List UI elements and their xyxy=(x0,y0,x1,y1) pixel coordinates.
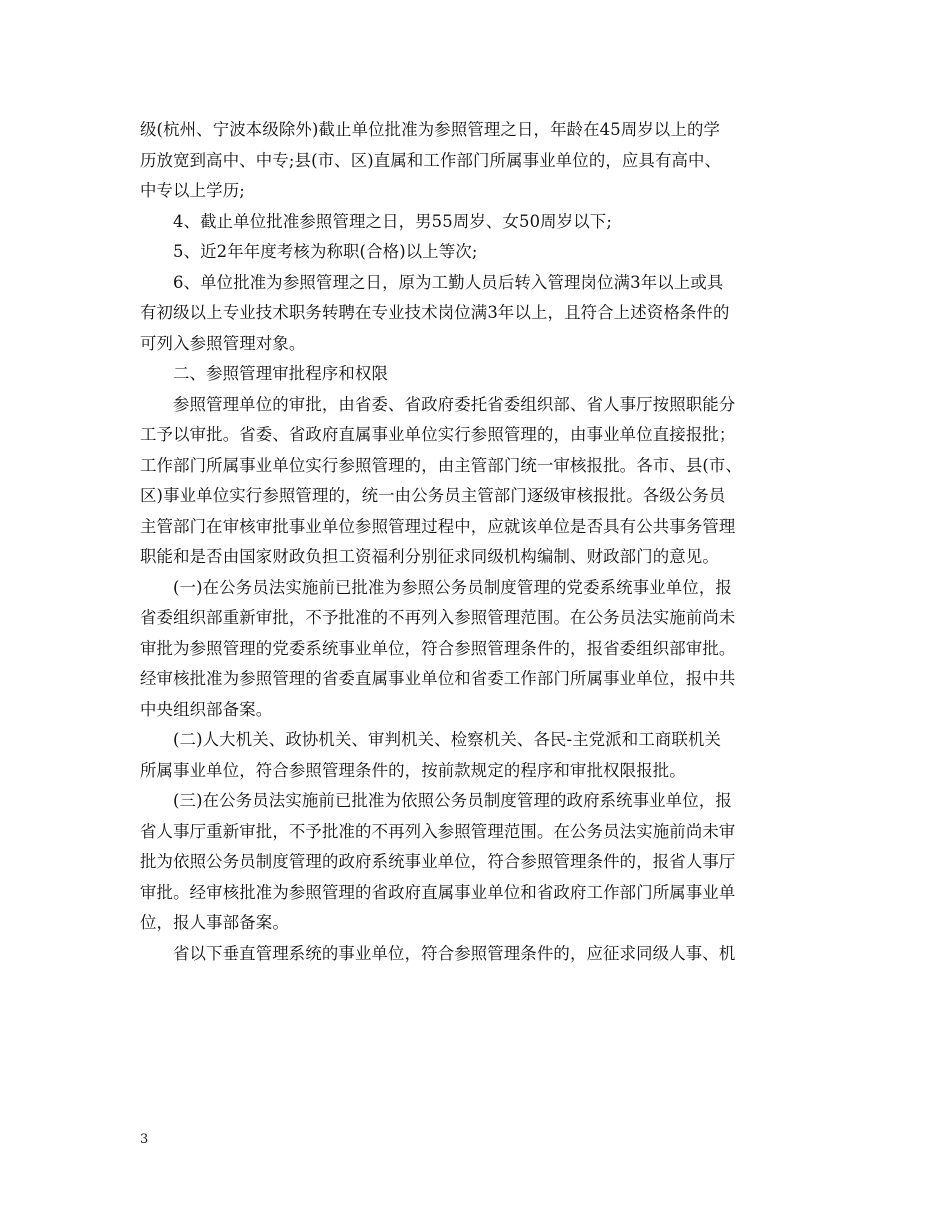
text-line: 审批为参照管理的党委系统事业单位，符合参照管理条件的，报省委组织部审批。 xyxy=(140,638,736,658)
text-line: 位，报人事部备案。 xyxy=(140,913,289,932)
text-line: (一)在公务员法实施前已批准为参照公务员制度管理的党委系统事业单位，报 xyxy=(173,577,732,597)
section-heading: 二、参照管理审批程序和权限 xyxy=(173,364,389,383)
text-line: 级(杭州、宁波本级除外)截止单位批准为参照管理之日，年龄在45周岁以上的学 xyxy=(140,120,721,139)
text-line: (三)在公务员法实施前已批准为依照公务员制度管理的政府系统事业单位，报 xyxy=(173,791,732,810)
text-line: 批为依照公务员制度管理的政府系统事业单位，符合参照管理条件的，报省人事厅 xyxy=(140,852,736,871)
text-line: 有初级以上专业技术职务转聘在专业技术岗位满3年以上，且符合上述资格条件的 xyxy=(140,303,730,322)
text-line: 所属事业单位，符合参照管理条件的，按前款规定的程序和审批权限报批。 xyxy=(140,760,686,780)
document-body xyxy=(140,115,820,969)
text-line: 6、单位批准为参照管理之日，原为工勤人员后转入管理岗位满3年以上或具 xyxy=(173,272,724,292)
text-line: 审批。经审核批准为参照管理的省政府直属事业单位和省政府工作部门所属事业单 xyxy=(140,882,736,902)
text-line: 主管部门在审核审批事业单位参照管理过程中，应就该单位是否具有公共事务管理 xyxy=(140,516,736,536)
text-line: 区)事业单位实行参照管理的，统一由公务员主管部门逐级审核报批。各级公务员 xyxy=(140,486,726,505)
text-line: 工作部门所属事业单位实行参照管理的，由主管部门统一审核报批。各市、县(市、 xyxy=(140,455,743,475)
text-line: 职能和是否由国家财政负担工资福利分别征求同级机构编制、财政部门的意见。 xyxy=(140,547,719,566)
page-number: 3 xyxy=(140,1132,149,1147)
text-line: 可列入参照管理对象。 xyxy=(140,333,306,353)
text-line: 中央组织部备案。 xyxy=(140,699,273,719)
text-line: 工予以审批。省委、省政府直属事业单位实行参照管理的，由事业单位直接报批； xyxy=(140,425,736,444)
text-line: (二)人大机关、政协机关、审判机关、检察机关、各民-主党派和工商联机关 xyxy=(173,730,722,749)
text-line: 省人事厅重新审批，不予批准的不再列入参照管理范围。在公务员法实施前尚未审 xyxy=(140,821,736,841)
text-line: 经审核批准为参照管理的省委直属事业单位和省委工作部门所属事业单位，报中共 xyxy=(140,669,736,688)
text-line: 中专以上学历; xyxy=(140,181,245,200)
text-line: 省委组织部重新审批，不予批准的不再列入参照管理范围。在公务员法实施前尚未 xyxy=(140,608,736,627)
text-line: 历放宽到高中、中专;县(市、区)直属和工作部门所属事业单位的，应具有高中、 xyxy=(140,150,722,170)
text-line: 省以下垂直管理系统的事业单位，符合参照管理条件的，应征求同级人事、机 xyxy=(173,943,736,963)
text-line: 5、近2年年度考核为称职(合格)以上等次; xyxy=(173,242,478,261)
text-line: 参照管理单位的审批，由省委、省政府委托省委组织部、省人事厅按照职能分 xyxy=(173,394,736,414)
text-line: 4、截止单位批准参照管理之日，男55周岁、女50周岁以下; xyxy=(173,211,612,231)
